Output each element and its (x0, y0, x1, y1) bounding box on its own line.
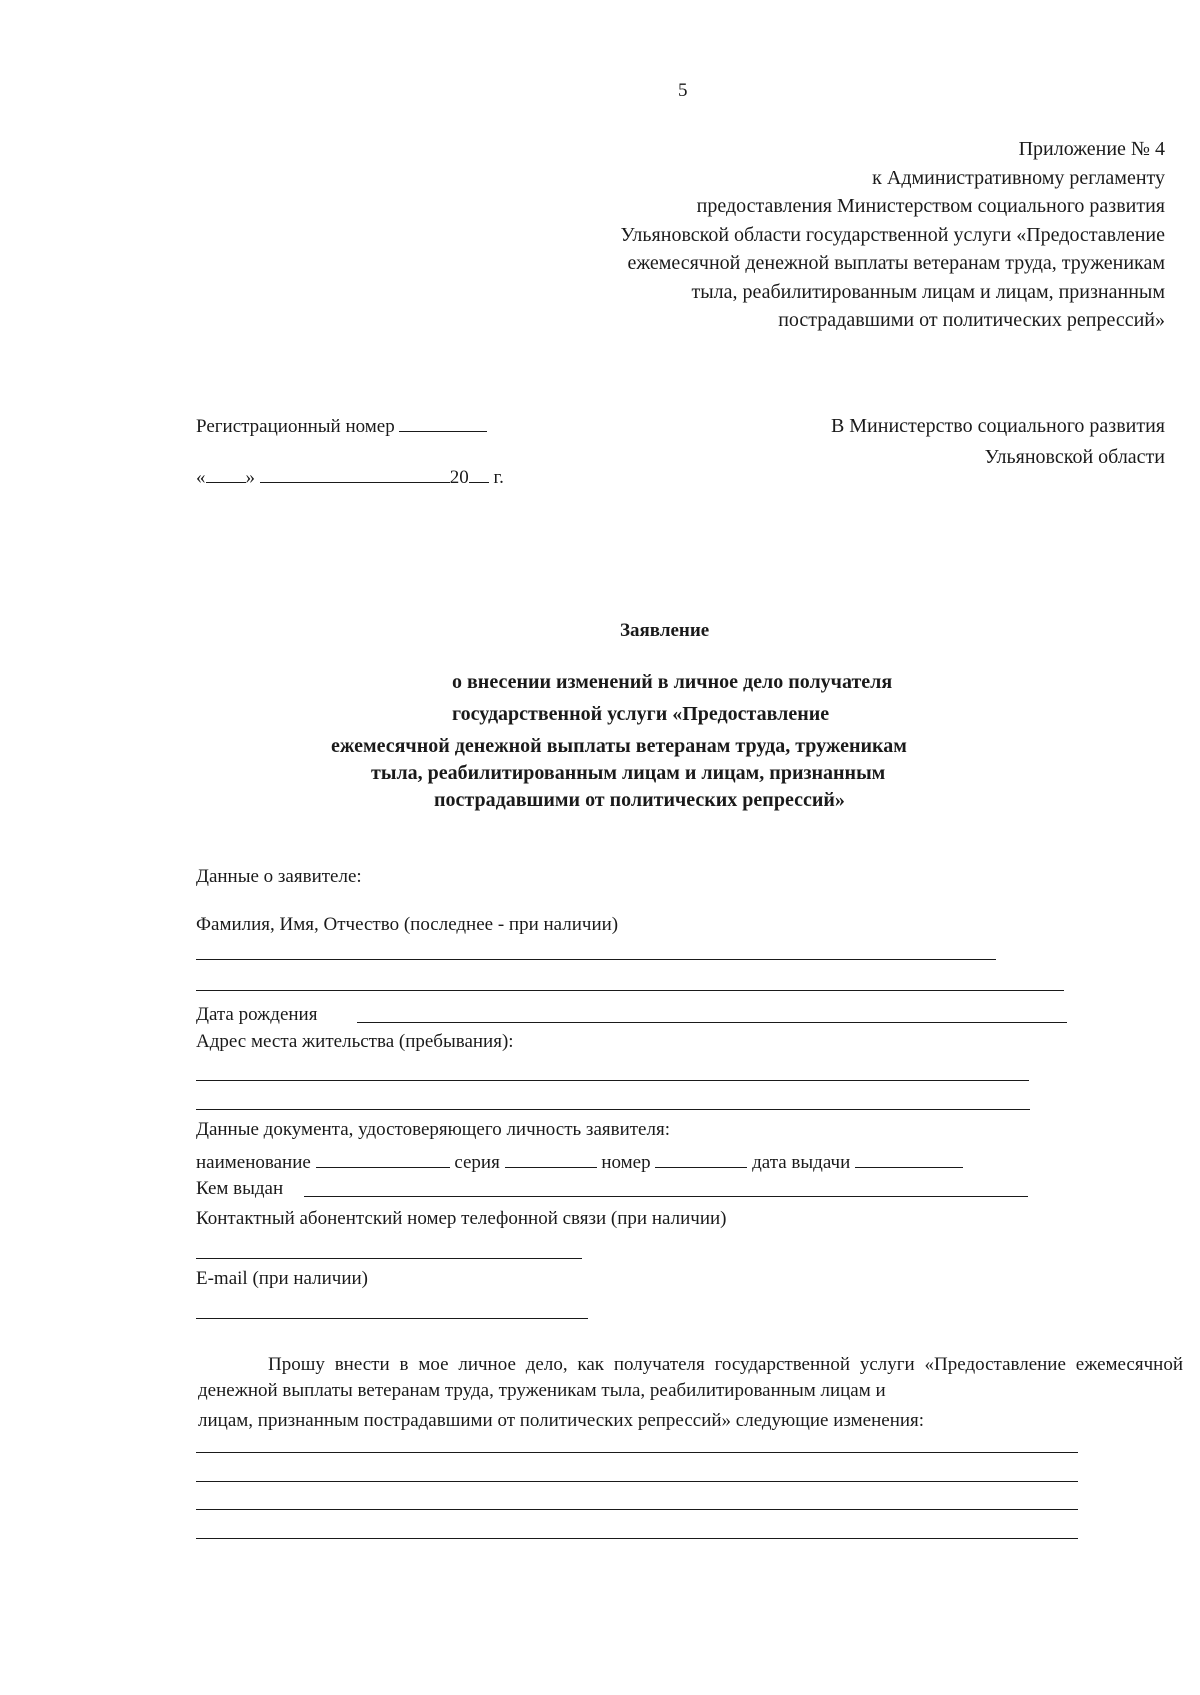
appendix-line: к Административному регламенту (872, 167, 1165, 189)
page-number: 5 (678, 80, 688, 101)
phone-label: Контактный абонентский номер телефонной связи (при наличии) (196, 1208, 727, 1229)
addressee-line-1: В Министерство социального развития (830, 415, 1165, 437)
address-field[interactable] (196, 1080, 1029, 1081)
title-line: тыла, реабилитированным лицам и лицам, признанным (371, 762, 886, 784)
address-field-2[interactable] (196, 1109, 1030, 1110)
date-day-field[interactable] (206, 464, 246, 483)
date-close-quote: » (245, 467, 255, 488)
doc-series-field[interactable] (505, 1149, 597, 1168)
registration-date-row (196, 464, 504, 489)
issued-by-field[interactable] (304, 1196, 1028, 1197)
appendix-line: Приложение № 4 (1018, 138, 1165, 160)
registration-number-label: Регистрационный номер (196, 416, 395, 437)
document-heading: Заявление (620, 620, 710, 641)
birth-date-field[interactable] (357, 1022, 1067, 1023)
date-open-quote: « (196, 467, 206, 488)
full-name-field-2[interactable] (196, 990, 1064, 991)
year-prefix: 20 (449, 467, 469, 488)
issued-by-label: Кем выдан (196, 1178, 284, 1199)
doc-series-label: серия (454, 1152, 500, 1173)
doc-number-label: номер (601, 1152, 651, 1173)
appendix-line: предоставления Министерством социального развития (696, 195, 1165, 217)
id-document-label: Данные документа, удостоверяющего личность заявителя: (196, 1119, 670, 1140)
date-month-field[interactable] (260, 464, 450, 483)
email-label: E-mail (при наличии) (196, 1268, 369, 1289)
doc-issue-date-field[interactable] (855, 1149, 963, 1168)
id-document-row (196, 1149, 963, 1174)
address-label: Адрес места жительства (пребывания): (196, 1031, 514, 1052)
changes-field-3[interactable] (196, 1509, 1078, 1510)
date-year-field[interactable] (469, 464, 489, 483)
full-name-field[interactable] (196, 959, 996, 960)
appendix-line: Ульяновской области государственной услуги «Предоставление (620, 224, 1165, 246)
appendix-line: пострадавшими от политических репрессий» (778, 309, 1165, 331)
addressee-line-2: Ульяновской области (984, 446, 1165, 468)
request-paragraph (198, 1352, 1183, 1404)
title-line: ежемесячной денежной выплаты ветеранам труда, труженикам (331, 735, 907, 757)
email-field[interactable] (196, 1318, 588, 1319)
request-last-line: лицам, признанным пострадавшими от политических репрессий» следующие изменения: (198, 1410, 925, 1431)
registration-number-field[interactable] (399, 413, 487, 432)
changes-field-2[interactable] (196, 1481, 1078, 1482)
year-suffix: г. (493, 467, 504, 488)
changes-field-1[interactable] (196, 1452, 1078, 1453)
doc-name-field[interactable] (316, 1149, 450, 1168)
title-line: государственной услуги «Предоставление (452, 703, 830, 725)
doc-issue-date-label: дата выдачи (752, 1152, 851, 1173)
birth-date-label: Дата рождения (196, 1004, 318, 1025)
phone-field[interactable] (196, 1258, 582, 1259)
title-line: о внесении изменений в личное дело получателя (452, 671, 893, 693)
registration-number-row (196, 413, 487, 438)
applicant-data-label: Данные о заявителе: (196, 866, 362, 887)
title-line: пострадавшими от политических репрессий» (434, 789, 845, 811)
appendix-line: ежемесячной денежной выплаты ветеранам труда, труженикам (627, 252, 1165, 274)
doc-name-label: наименование (196, 1152, 311, 1173)
request-text: Прошу внести в мое личное дело, как получателя государственной услуги «Предоставление ежемесячной денежной выплаты ветеранам труда, труженикам тыла, реабилитированным лицам и (198, 1354, 1183, 1401)
doc-number-field[interactable] (655, 1149, 747, 1168)
full-name-label: Фамилия, Имя, Отчество (последнее - при наличии) (196, 914, 619, 935)
appendix-line: тыла, реабилитированным лицам и лицам, признанным (691, 281, 1165, 303)
changes-field-4[interactable] (196, 1538, 1078, 1539)
